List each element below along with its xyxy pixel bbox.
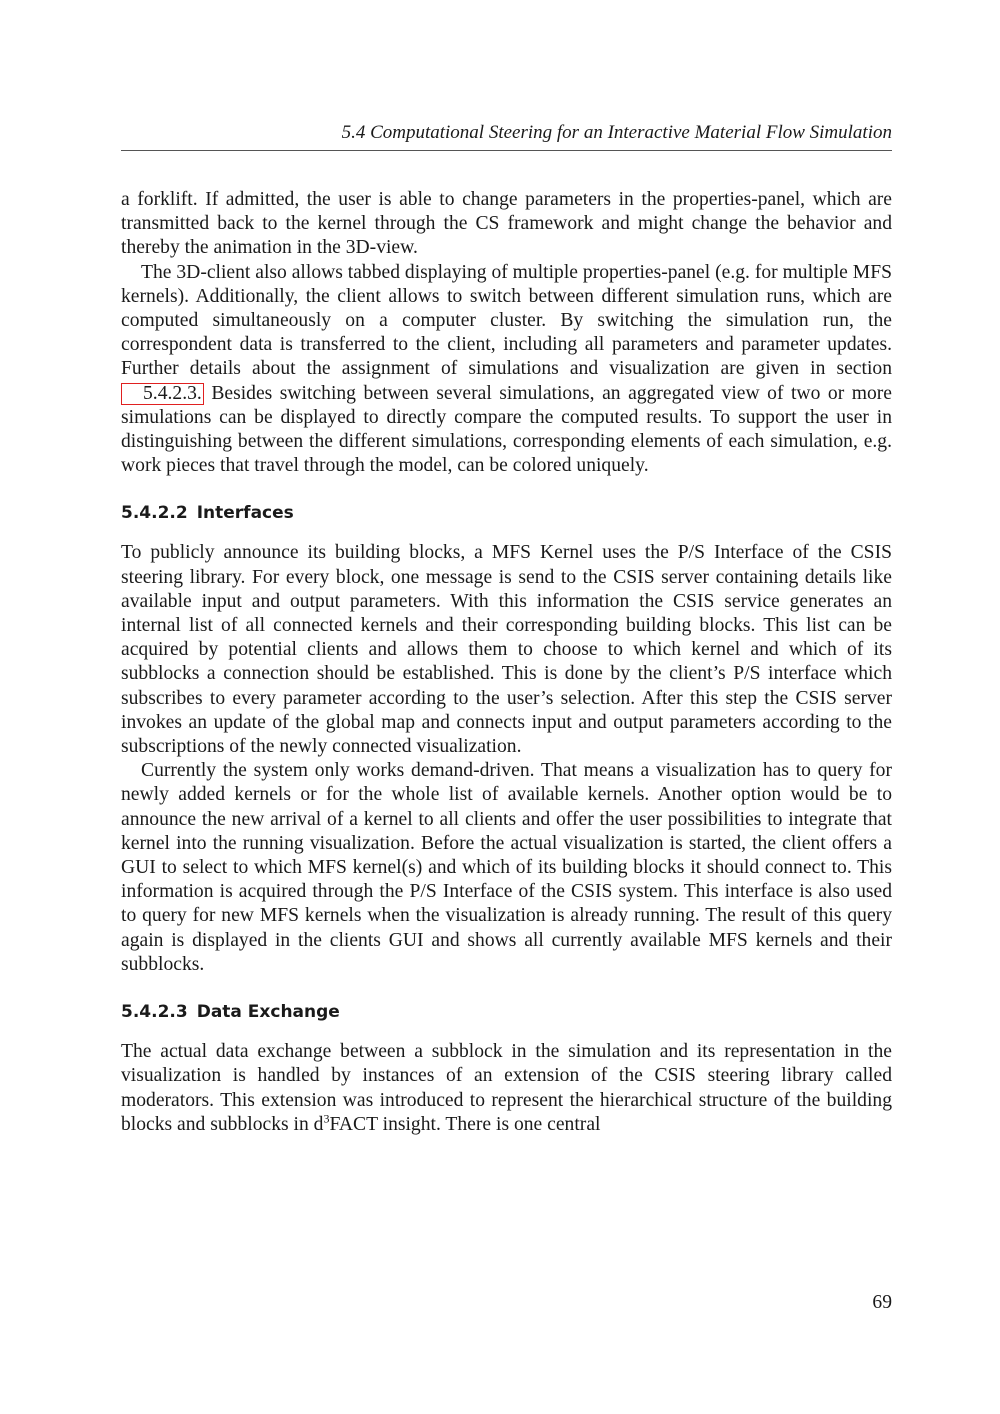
section-reference-link[interactable]: 5.4.2.3. <box>121 383 204 405</box>
paragraph <box>121 1040 892 1137</box>
paragraph-text: Besides switching between several simulations, an aggregated view of two or more simulations can be displayed to directly compare the computed results. To support the user in distinguishing between the different simulations, corresponding elements of each simulation, e.g. work pieces that travel through the model, can be colored uniquely. <box>121 382 893 477</box>
section-number: 5.4.2.3 <box>121 1002 188 1023</box>
section-number: 5.4.2.2 <box>121 503 188 524</box>
section-title: Interfaces <box>196 503 294 524</box>
section-heading-data-exchange <box>121 1001 892 1023</box>
paragraph-text: The 3D-client also allows tabbed displaying of multiple properties-panel (e.g. for multiple MFS kernels). Additionally, the client allows to switch between different simulation runs, which are computed simultaneously on a computer cluster. By switching the simulation run, the correspondent data is transferred to the client, including all parameters and parameter updates. Further details about the assignment of simulations and visualization are given in section <box>121 261 892 380</box>
paragraph: Currently the system only works demand-driven. That means a visualization has to query for newly added kernels or for the whole list of available kernels. Another option would be to announce the new arrival of a kernel to all clients and offer the user possibilities to integrate that kernel into the running visualization. Before the actual visualization is started, the client offers a GUI to select to which MFS kernel(s) and which of its building blocks it should connect to. This information is acquired through the P/S Interface of the CSIS system. This interface is also used to query for new MFS kernels when the visualization is already running. The result of this query again is displayed in the clients GUI and shows all currently available MFS kernels and their subblocks. <box>121 760 892 975</box>
paragraph: a forklift. If admitted, the user is able to change parameters in the properties-panel, which are transmitted back to the kernel through the CS framework and might change the behavior and thereby the animation in the 3D-view. <box>121 189 892 259</box>
page-number: 69 <box>872 1292 892 1313</box>
paragraph-text: FACT insight. There is one central <box>329 1113 601 1135</box>
section-title: Data Exchange <box>196 1002 340 1023</box>
running-head: 5.4 Computational Steering for an Interactive Material Flow Simulation <box>341 122 892 143</box>
superscript: 3 <box>323 1111 330 1126</box>
paragraph <box>121 261 892 479</box>
body-text <box>121 188 892 1137</box>
paragraph: To publicly announce its building blocks, a MFS Kernel uses the P/S Interface of the CSIS steering library. For every block, one message is send to the CSIS server containing details like available input and output parameters. With this information the CSIS service generates an internal list of all connected kernels and their corresponding building blocks. This list can be acquired by potential clients and allows them to choose to which kernel and which of its subblocks a connection should be established. This is done by the client’s P/S interface which subscribes to every parameter according to the user’s selection. After this step the CSIS server invokes an update of the global map and connects input and output parameters according to the subscriptions of the newly connected visualization. <box>121 542 892 758</box>
section-heading-interfaces <box>121 502 892 524</box>
paragraph-text: The actual data exchange between a subblock in the simulation and its representation in the visualization is handled by instances of an extension of the CSIS steering library called moderators. This extension was introduced to represent the hierarchical structure of the building blocks and subblocks in d <box>121 1041 892 1135</box>
header-rule <box>121 150 892 151</box>
